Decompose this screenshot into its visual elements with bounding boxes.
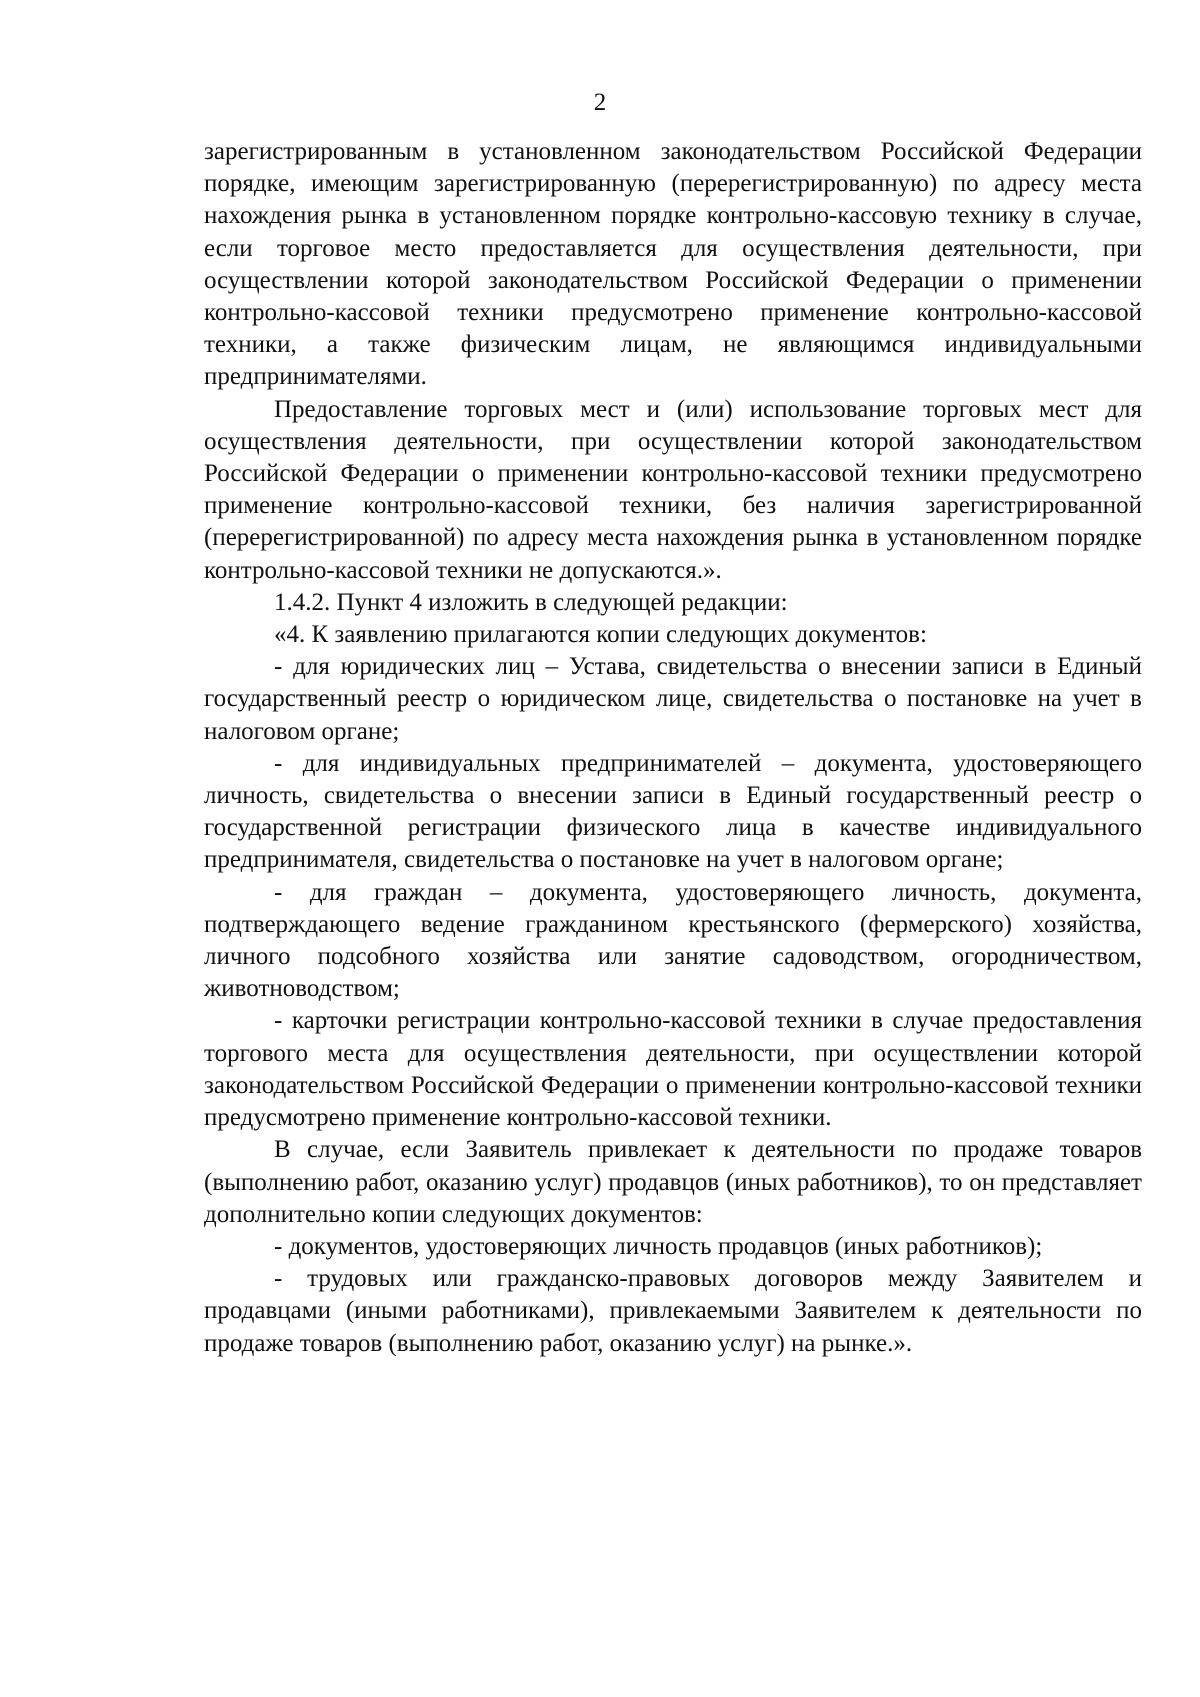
- paragraph-3: 1.4.2. Пункт 4 изложить в следующей редакции:: [274, 588, 788, 616]
- paragraph-4: «4. К заявлению прилагаются копии следующих документов:: [274, 621, 927, 649]
- paragraph-11: - трудовых или гражданско-правовых договоров между Заявителем и продавцами (иными работниками), привлекаемыми Заявителем к деятельности по продаже товаров (выполнению работ, оказанию услуг) на рынке.».: [204, 1265, 1142, 1357]
- paragraph-8: - карточки регистрации контрольно-кассовой техники в случае предоставления торгового места для осуществления деятельности, при осуществлении которой законодательством Российской Федерации о применении контрольно-кассовой техники предусмотрено применение контрольно-кассовой техники.: [204, 1007, 1142, 1132]
- paragraph-6: - для индивидуальных предпринимателей – документа, удостоверяющего личность, свидетельства о внесении записи в Единый государственный реестр о государственной регистрации физического лица в качестве индивидуального предпринимателя, свидетельства о постановке на учет в налоговом органе;: [204, 749, 1142, 874]
- paragraph-10: - документов, удостоверяющих личность продавцов (иных работников);: [274, 1232, 1043, 1260]
- paragraph-1: зарегистрированным в установленном законодательством Российской Федерации порядке, имеющим зарегистрированную (перерегистрированную) по адресу места нахождения рынка в установленном порядке контрольно-кассовую технику в случае, если торговое место предоставляется для осуществления деятельности, при осуществлении которой законодательством Российской Федерации о применении контрольно-кассовой техники предусмотрено применение контрольно-кассовой техники, а также физическим лицам, не являющимся индивидуальными предпринимателями.: [204, 138, 1142, 391]
- page-number: 2: [593, 89, 607, 116]
- paragraph-7: - для граждан – документа, удостоверяющего личность, документа, подтверждающего ведение гражданином крестьянского (фермерского) хозяйства, личного подсобного хозяйства или занятие садоводством, огородничеством, животноводством;: [204, 878, 1142, 1003]
- document-body: [204, 136, 1142, 1360]
- paragraph-9: В случае, если Заявитель привлекает к деятельности по продаже товаров (выполнению работ, оказанию услуг) продавцов (иных работников), то он представляет дополнительно копии следующих документов:: [204, 1136, 1142, 1228]
- paragraph-2: Предоставление торговых мест и (или) использование торговых мест для осуществления деятельности, при осуществлении которой законодательством Российской Федерации о применении контрольно-кассовой техники предусмотрено применение контрольно-кассовой техники, без наличия зарегистрированной (перерегистрированной) по адресу места нахождения рынка в установленном порядке контрольно-кассовой техники не допускаются.».: [204, 395, 1142, 584]
- paragraph-5: - для юридических лиц – Устава, свидетельства о внесении записи в Единый государственный реестр о юридическом лице, свидетельства о постановке на учет в налоговом органе;: [204, 653, 1142, 745]
